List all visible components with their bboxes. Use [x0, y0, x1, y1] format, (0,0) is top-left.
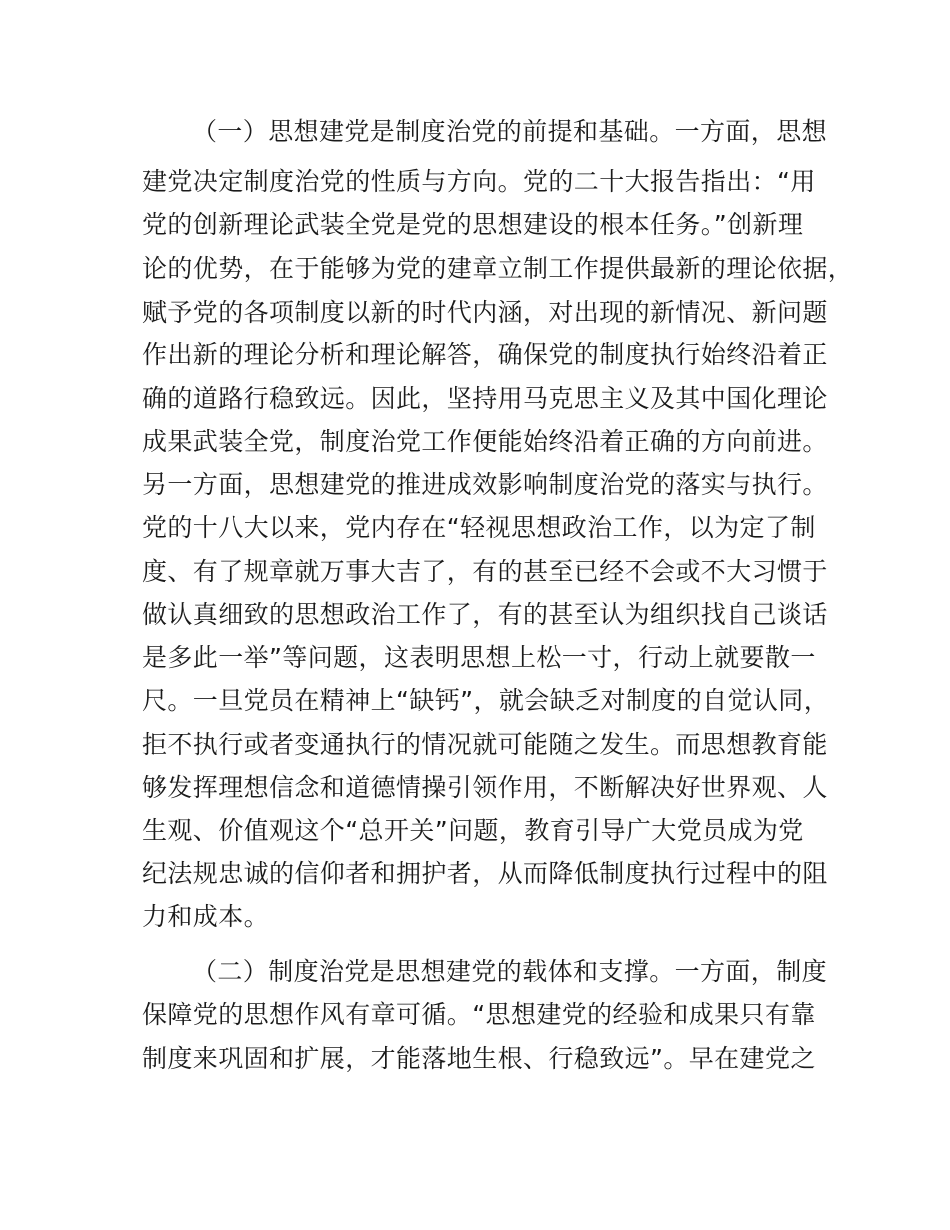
paragraph-1-line-10: 党的十八大以来，党内存在“轻视思想政治工作，以为定了制	[142, 513, 816, 542]
paragraph-1-line-15: 拒不执行或者变通执行的情况就可能随之发生。而思想教育能	[142, 730, 828, 759]
paragraph-1-line-8: 成果武装全党，制度治党工作便能始终沿着正确的方向前进。	[142, 427, 828, 456]
paragraph-2-line-3: 制度来巩固和扩展，才能落地生根、行稳致远”。早在建党之	[142, 1044, 816, 1073]
paragraph-1-line-2: 建党决定制度治党的性质与方向。党的二十大报告指出：“用	[142, 167, 816, 196]
paragraph-1-line-18: 纪法规忠诚的信仰者和拥护者，从而降低制度执行过程中的阻	[142, 859, 828, 888]
paragraph-1-line-11: 度、有了规章就万事大吉了，有的甚至已经不会或不大习惯于	[142, 557, 828, 586]
paragraph-1-line-6: 作出新的理论分析和理论解答，确保党的制度执行始终沿着正	[142, 340, 828, 369]
paragraph-1-line-7: 确的道路行稳致远。因此，坚持用马克思主义及其中国化理论	[142, 384, 828, 413]
paragraph-1-line-4: 论的优势，在于能够为党的建章立制工作提供最新的理论依据，	[142, 254, 854, 283]
paragraph-1-line-1: （一）思想建党是制度治党的前提和基础。一方面，思想	[192, 117, 828, 146]
paragraph-2-line-2: 保障党的思想作风有章可循。“思想建党的经验和成果只有靠	[142, 1000, 816, 1029]
paragraph-1-line-16: 够发挥理想信念和道德情操引领作用，不断解决好世界观、人	[142, 773, 828, 802]
paragraph-1-line-17: 生观、价值观这个“总开关”问题，教育引导广大党员成为党	[142, 816, 804, 845]
paragraph-1-line-19: 力和成本。	[142, 902, 270, 931]
paragraph-1-line-13: 是多此一举”等问题，这表明思想上松一寸，行动上就要散一	[142, 643, 816, 672]
paragraph-1-line-14: 尺。一旦党员在精神上“缺钙”，就会缺乏对制度的自觉认同，	[142, 686, 830, 715]
paragraph-1-line-9: 另一方面，思想建党的推进成效影响制度治党的落实与执行。	[142, 470, 828, 499]
paragraph-1-line-5: 赋予党的各项制度以新的时代内涵，对出现的新情况、新问题	[142, 298, 828, 327]
paragraph-1-line-3: 党的创新理论武装全党是党的思想建设的根本任务。”创新理	[142, 210, 804, 239]
paragraph-1-line-12: 做认真细致的思想政治工作了，有的甚至认为组织找自己谈话	[142, 600, 828, 629]
paragraph-2-line-1: （二）制度治党是思想建党的载体和支撑。一方面，制度	[192, 957, 828, 986]
